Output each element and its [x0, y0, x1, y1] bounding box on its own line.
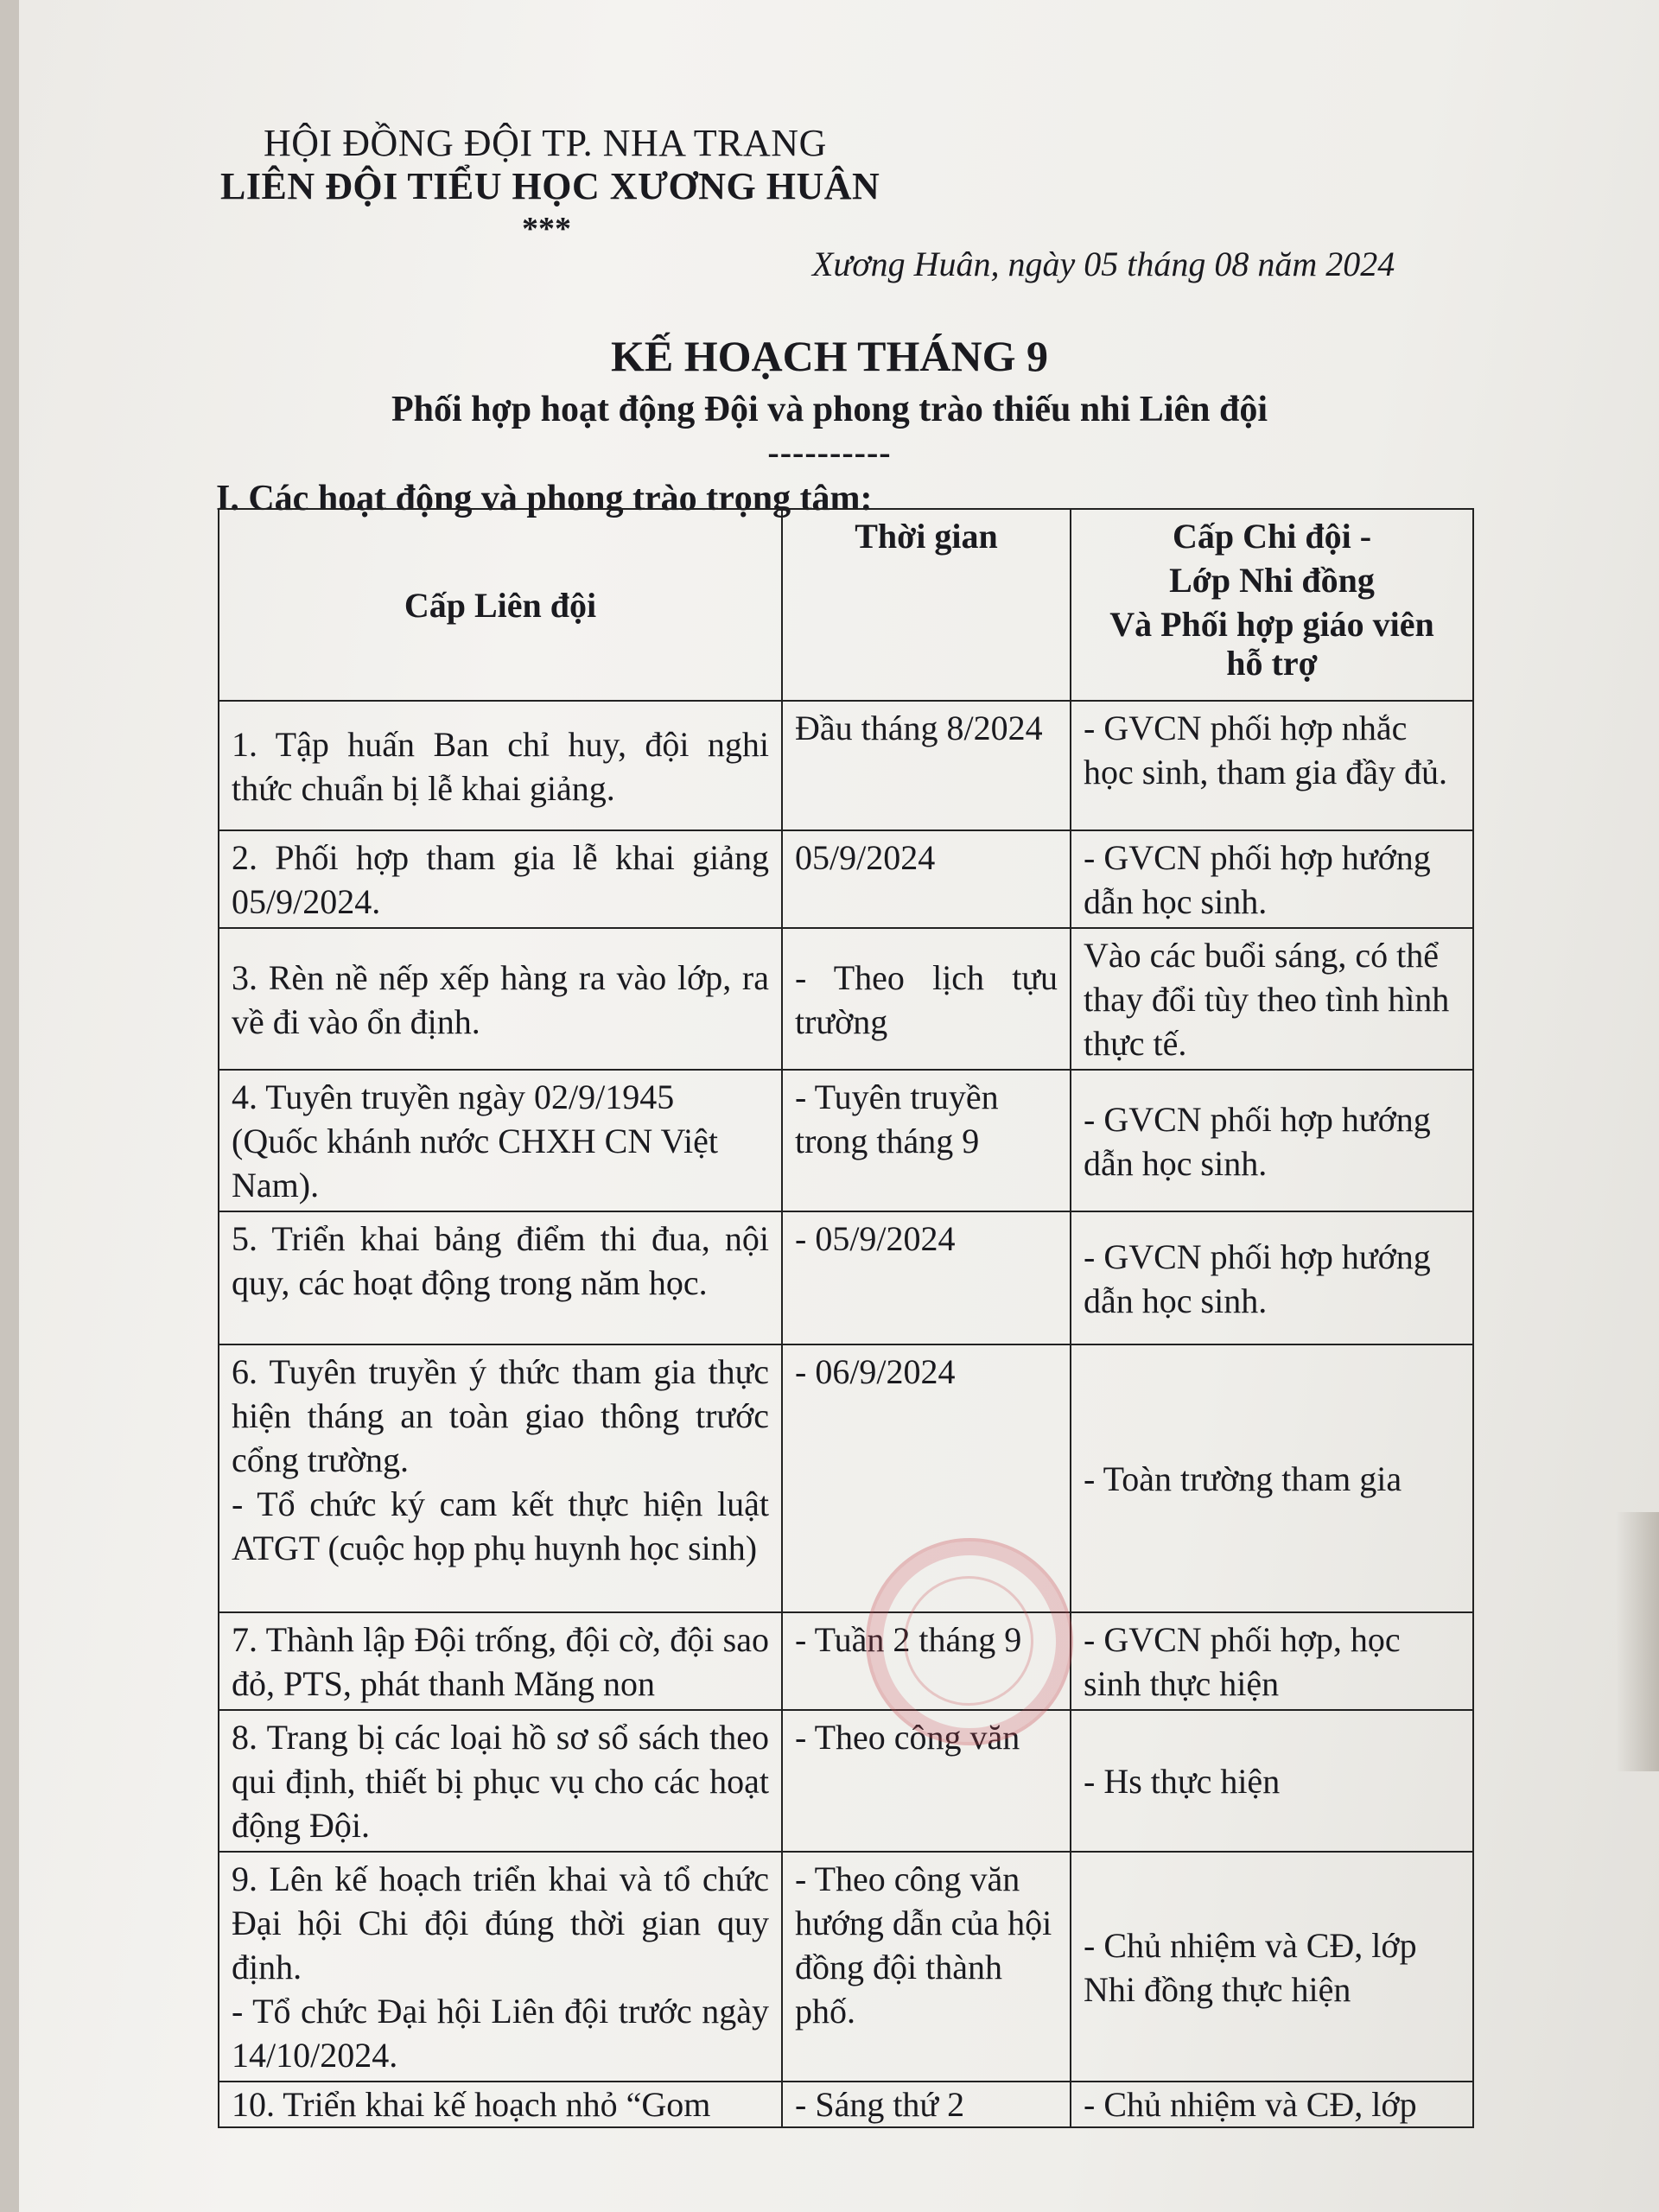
activity-cell: 1. Tập huấn Ban chỉ huy, đội nghi thức chuẩn bị lễ khai giảng. — [219, 701, 782, 830]
header-cell-support — [1071, 509, 1473, 701]
support-cell: - Chủ nhiệm và CĐ, lớp — [1071, 2082, 1473, 2127]
table-header-row — [219, 509, 1473, 701]
support-cell: Vào các buổi sáng, có thể thay đổi tùy theo tình hình thực tế. — [1071, 928, 1473, 1070]
header-label: hỗ trợ — [1226, 644, 1318, 683]
table-row — [219, 1211, 1473, 1344]
table-row — [219, 1070, 1473, 1211]
support-cell: - GVCN phối hợp hướng dẫn học sinh. — [1071, 830, 1473, 928]
header-cell-level — [219, 509, 782, 701]
activity-text: 6. Tuyên truyền ý thức tham gia thực hiện tháng an toàn giao thông trước cổng trường. — [232, 1352, 769, 1479]
support-cell: - GVCN phối hợp, học sinh thực hiện — [1071, 1612, 1473, 1710]
time-cell: - 05/9/2024 — [782, 1211, 1071, 1344]
section-heading: I. Các hoạt động và phong trào trọng tâm: — [216, 479, 873, 518]
table-row — [219, 701, 1473, 830]
time-cell: - Theo công văn — [782, 1710, 1071, 1852]
activity-plan-table — [218, 508, 1474, 2128]
activity-cell: 5. Triển khai bảng điểm thi đua, nội quy, các hoạt động trong năm học. — [219, 1211, 782, 1344]
seal-inner-ring — [904, 1576, 1033, 1706]
page-edge-shadow — [1616, 1512, 1659, 1771]
activity-cell — [219, 1852, 782, 2082]
activity-cell: 8. Trang bị các loại hồ sơ sổ sách theo qui định, thiết bị phục vụ cho các hoạt động Đội. — [219, 1710, 782, 1852]
document-date: Xương Huân, ngày 05 tháng 08 năm 2024 — [812, 245, 1395, 283]
faded-official-seal — [866, 1538, 1073, 1745]
table-row — [219, 1710, 1473, 1852]
activity-text: 9. Lên kế hoạch triển khai và tổ chức Đại hội Chi đội đúng thời gian quy định. — [232, 1859, 769, 1986]
organization-line-1: HỘI ĐỒNG ĐỘI TP. NHA TRANG — [264, 122, 827, 164]
document-subtitle: Phối hợp hoạt động Đội và phong trào thiếu nhi Liên đội — [391, 390, 1268, 429]
activity-cell: 7. Thành lập Đội trống, đội cờ, đội sao đỏ, PTS, phát thanh Măng non — [219, 1612, 782, 1710]
time-cell: - Tuần 2 tháng 9 — [782, 1612, 1071, 1710]
time-cell: Đầu tháng 8/2024 — [782, 701, 1071, 830]
time-cell: - Theo lịch tựu trường — [782, 928, 1071, 1070]
table-row — [219, 830, 1473, 928]
time-cell: 05/9/2024 — [782, 830, 1071, 928]
document-title: KẾ HOẠCH THÁNG 9 — [610, 332, 1049, 380]
header-label: Và Phối hợp giáo viên — [1109, 605, 1434, 644]
header-label: Cấp Liên đội — [404, 586, 597, 625]
table-row — [219, 1852, 1473, 2082]
organization-line-2: LIÊN ĐỘI TIỂU HỌC XƯƠNG HUÂN — [220, 165, 880, 207]
table-row — [219, 2082, 1473, 2127]
activity-text: - Tổ chức ký cam kết thực hiện luật ATGT (cuộc họp phụ huynh học sinh) — [232, 1484, 769, 1567]
table-row — [219, 1344, 1473, 1612]
header-label: Lớp Nhi đồng — [1169, 561, 1375, 600]
header-cell-time — [782, 509, 1071, 701]
time-cell: - 06/9/2024 — [782, 1344, 1071, 1612]
title-divider: ---------- — [767, 433, 892, 472]
time-cell: - Sáng thứ 2 — [782, 2082, 1071, 2127]
table-row — [219, 1612, 1473, 1710]
header-label: Thời gian — [855, 517, 998, 556]
header-stars: *** — [522, 211, 571, 247]
time-cell: - Theo công văn hướng dẫn của hội đồng đội thành phố. — [782, 1852, 1071, 2082]
header-label: Cấp Chi đội - — [1172, 517, 1372, 556]
activity-cell: 2. Phối hợp tham gia lễ khai giảng 05/9/2024. — [219, 830, 782, 928]
activity-text: - Tổ chức Đại hội Liên đội trước ngày 14/10/2024. — [232, 1992, 769, 2075]
support-cell: - Toàn trường tham gia — [1071, 1344, 1473, 1612]
support-cell: - Hs thực hiện — [1071, 1710, 1473, 1852]
support-cell: - Chủ nhiệm và CĐ, lớp Nhi đồng thực hiện — [1071, 1852, 1473, 2082]
time-cell: - Tuyên truyền trong tháng 9 — [782, 1070, 1071, 1211]
activity-cell: 3. Rèn nề nếp xếp hàng ra vào lớp, ra về đi vào ổn định. — [219, 928, 782, 1070]
table-row — [219, 928, 1473, 1070]
activity-cell — [219, 1344, 782, 1612]
activity-cell: 10. Triển khai kế hoạch nhỏ “Gom — [219, 2082, 782, 2127]
support-cell: - GVCN phối hợp hướng dẫn học sinh. — [1071, 1211, 1473, 1344]
support-cell: - GVCN phối hợp hướng dẫn học sinh. — [1071, 1070, 1473, 1211]
activity-cell: 4. Tuyên truyền ngày 02/9/1945 (Quốc khánh nước CHXH CN Việt Nam). — [219, 1070, 782, 1211]
support-cell: - GVCN phối hợp nhắc học sinh, tham gia đầy đủ. — [1071, 701, 1473, 830]
